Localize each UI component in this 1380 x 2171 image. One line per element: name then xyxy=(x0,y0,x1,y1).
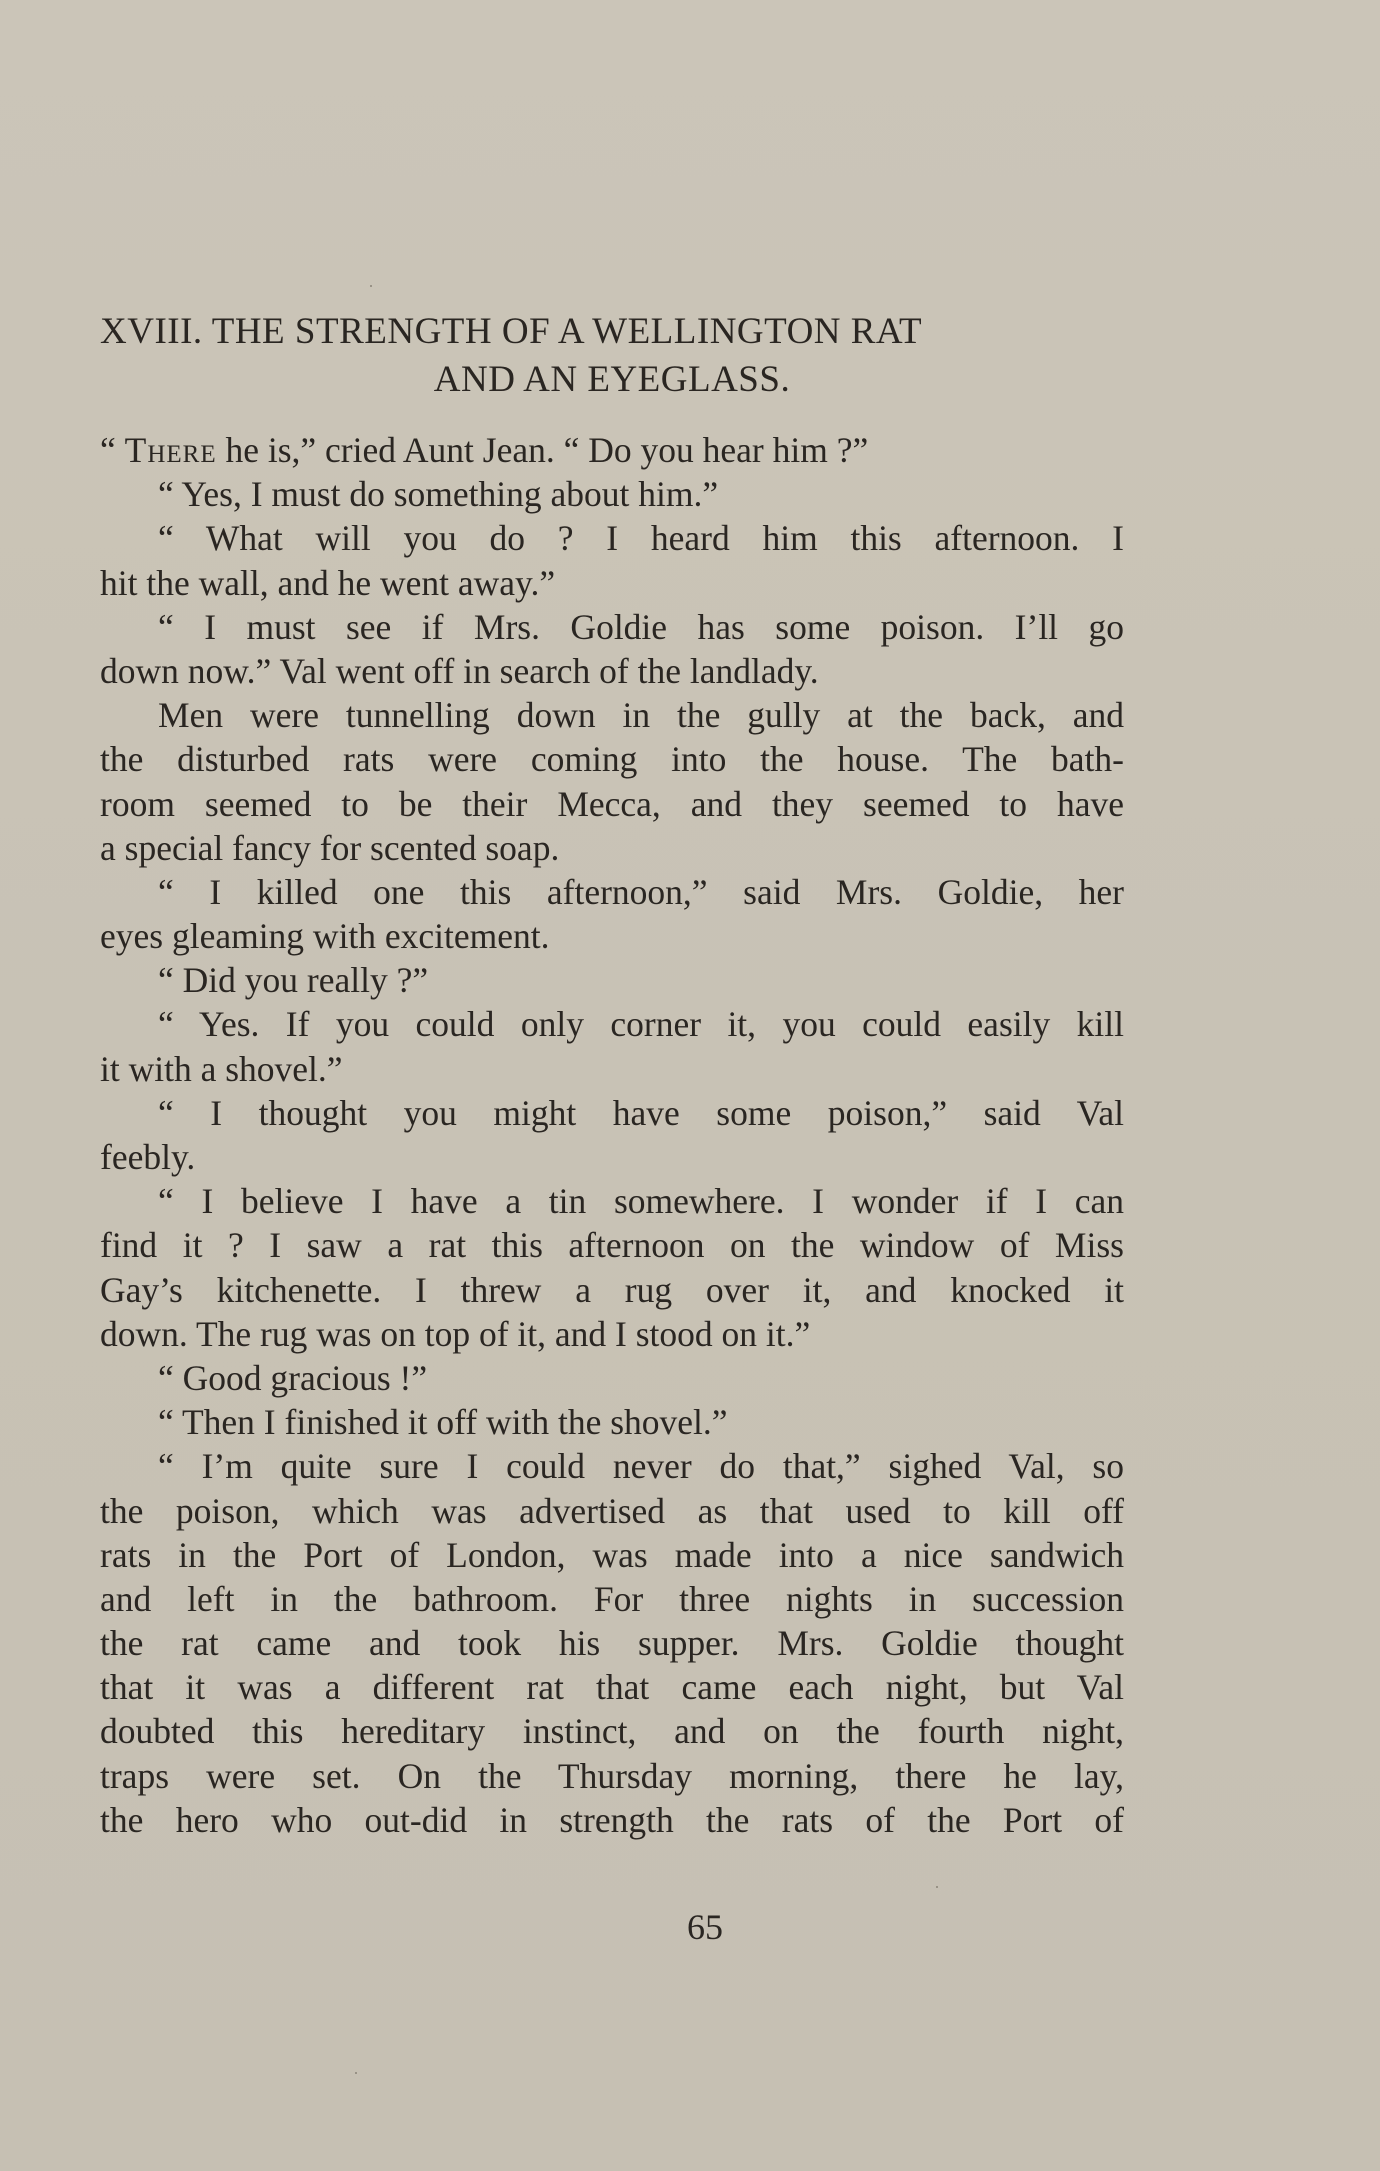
text-line-content: “ I must see if Mrs. Goldie has some poison. I’ll go xyxy=(158,606,1124,647)
text-line xyxy=(100,1709,1124,1753)
text-line-content: he is,” cried Aunt Jean. “ Do you hear him ?” xyxy=(216,430,869,470)
text-line xyxy=(100,870,1124,914)
text-line-content: “ What will you do ? I heard him this afternoon. I xyxy=(158,518,1124,559)
text-line-content: eyes gleaming with excitement. xyxy=(100,916,550,957)
text-line-content: hit the wall, and he went away.” xyxy=(100,562,556,603)
paper-speck xyxy=(370,285,372,287)
text-line-content: traps were set. On the Thursday morning, there he lay, xyxy=(100,1755,1124,1796)
text-line xyxy=(100,472,1124,516)
text-line-content: the rat came and took his supper. Mrs. Goldie thought xyxy=(100,1623,1124,1664)
text-line-content: down. The rug was on top of it, and I stood on it.” xyxy=(100,1313,811,1354)
text-line xyxy=(100,1665,1124,1709)
text-line-content: find it ? I saw a rat this afternoon on the window of Miss xyxy=(100,1225,1124,1266)
text-line xyxy=(100,1533,1124,1577)
text-line xyxy=(100,1400,1124,1444)
text-line xyxy=(100,958,1124,1002)
text-line-content: “ I killed one this afternoon,” said Mrs. Goldie, her xyxy=(158,871,1124,912)
text-line xyxy=(100,1444,1124,1488)
chapter-title-line-2: AND AN EYEGLASS. xyxy=(433,359,791,400)
chapter-title xyxy=(100,308,1130,404)
text-line xyxy=(100,1179,1124,1223)
page-number: 65 xyxy=(687,1907,723,1947)
text-line xyxy=(100,914,1124,958)
chapter-title-line-1: XVIII. THE STRENGTH OF A WELLINGTON RAT xyxy=(100,311,923,352)
small-caps-word: There xyxy=(124,430,217,470)
text-line-content: rats in the Port of London, was made into a nice sandwich xyxy=(100,1534,1124,1575)
text-line xyxy=(100,782,1124,826)
text-line-content: “ I thought you might have some poison,” said Val xyxy=(158,1092,1124,1133)
text-line-content: “ Then I finished it off with the shovel.” xyxy=(158,1402,728,1443)
text-line xyxy=(100,1312,1124,1356)
text-line xyxy=(100,1754,1124,1798)
text-line xyxy=(100,428,1124,472)
text-line-content: and left in the bathroom. For three nights in succession xyxy=(100,1578,1124,1619)
text-line-content: a special fancy for scented soap. xyxy=(100,827,560,868)
text-line xyxy=(100,1223,1124,1267)
text-line xyxy=(100,1798,1124,1842)
text-line xyxy=(100,649,1124,693)
text-line xyxy=(100,605,1124,649)
text-line-content: the hero who out-did in strength the rats of the Port of xyxy=(100,1799,1124,1840)
text-line-content: room seemed to be their Mecca, and they seemed to have xyxy=(100,783,1124,824)
text-line-content: the poison, which was advertised as that used to kill off xyxy=(100,1490,1124,1531)
text-line xyxy=(100,1135,1124,1179)
text-line xyxy=(100,1091,1124,1135)
text-line xyxy=(100,1356,1124,1400)
paper-speck xyxy=(936,1886,938,1888)
text-line-content: feebly. xyxy=(100,1137,196,1177)
text-line-content: Gay’s kitchenette. I threw a rug over it, and knocked it xyxy=(100,1269,1124,1310)
text-line xyxy=(100,516,1124,560)
text-line xyxy=(100,1002,1124,1046)
text-line-content: “ I’m quite sure I could never do that,” sighed Val, so xyxy=(158,1446,1124,1487)
text-line xyxy=(100,826,1124,870)
paper-speck xyxy=(355,2072,357,2074)
text-line-content: that it was a different rat that came each night, but Val xyxy=(100,1667,1124,1708)
text-line-content: “ Did you really ?” xyxy=(158,960,429,1001)
text-line xyxy=(100,1621,1124,1665)
text-line-content: down now.” Val went off in search of the landlady. xyxy=(100,650,819,691)
text-line xyxy=(100,1047,1124,1091)
text-line xyxy=(100,693,1124,737)
text-line xyxy=(100,1489,1124,1533)
text-line xyxy=(100,737,1124,781)
chapter-body-text xyxy=(100,428,1124,1842)
text-line-content: it with a shovel.” xyxy=(100,1048,343,1089)
text-line-content: Men were tunnelling down in the gully at the back, and xyxy=(158,695,1124,736)
text-line xyxy=(100,561,1124,605)
text-line-content: doubted this hereditary instinct, and on the fourth night, xyxy=(100,1711,1124,1752)
text-line-content: “ Yes. If you could only corner it, you could easily kill xyxy=(158,1004,1124,1045)
text-line-content: the disturbed rats were coming into the house. The bath- xyxy=(100,739,1124,780)
text-line-content: “ I believe I have a tin somewhere. I wonder if I can xyxy=(158,1181,1124,1222)
text-line-content: “ Yes, I must do something about him.” xyxy=(158,474,719,515)
opening-quote: “ xyxy=(100,430,125,470)
text-line-content: “ Good gracious !” xyxy=(158,1357,428,1398)
text-line xyxy=(100,1268,1124,1312)
text-line xyxy=(100,1577,1124,1621)
